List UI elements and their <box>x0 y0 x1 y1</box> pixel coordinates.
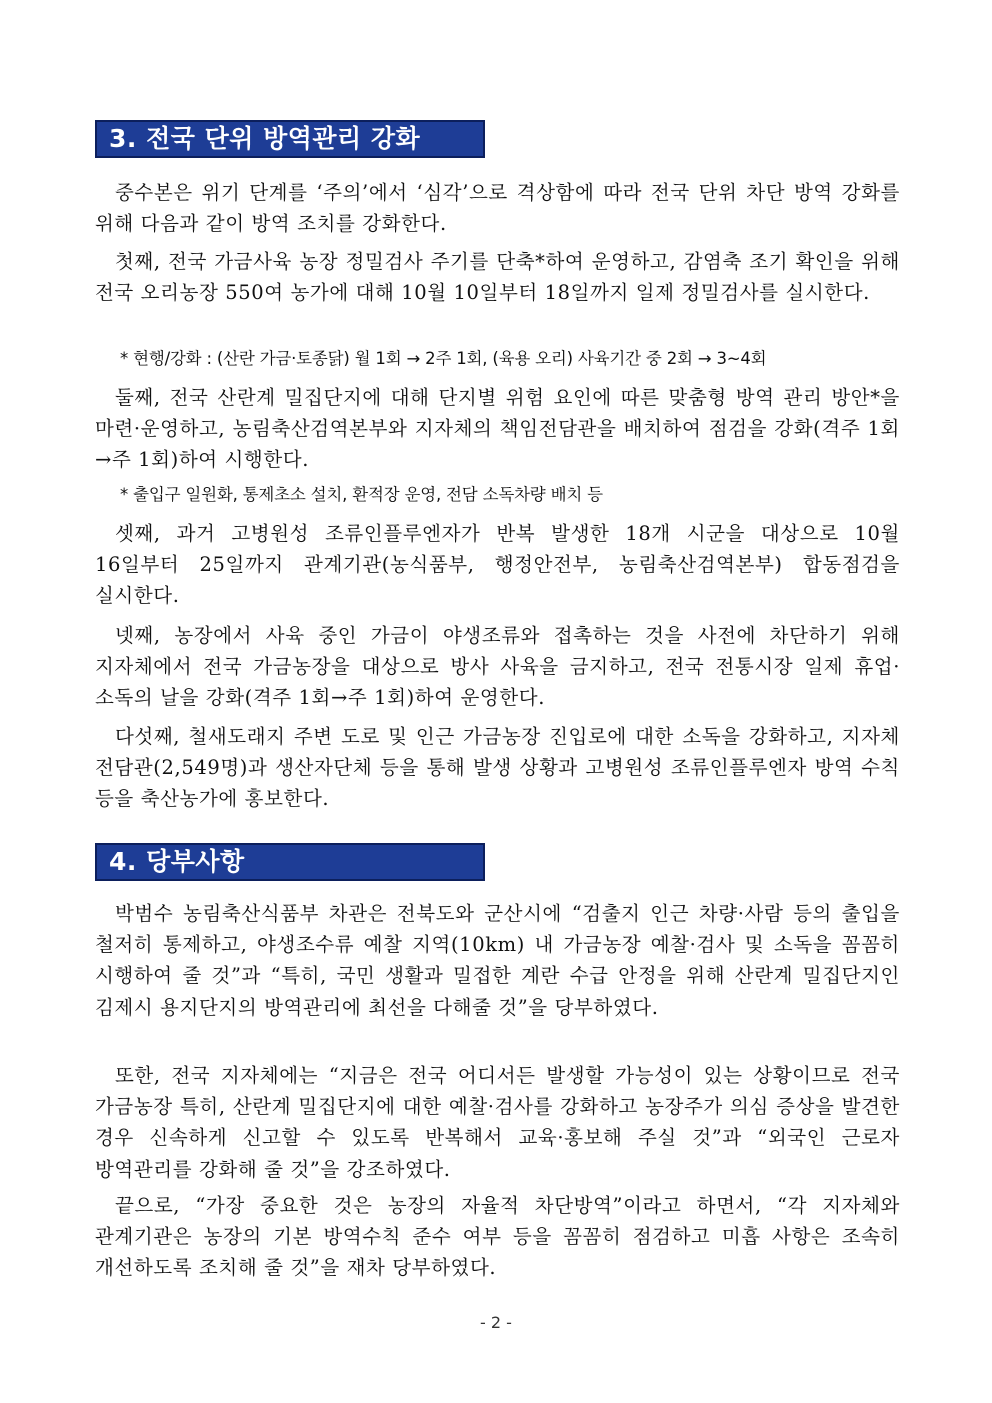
section-3-first-measure-paragraph: 첫째, 전국 가금사육 농장 정밀검사 주기를 단축*하여 운영하고, 감염축 조기 확인을 위해 전국 오리농장 550여 농가에 대해 10월 10일부터 18일까지 일제 정밀검사를 실시한다. <box>95 250 900 305</box>
section-4-heading: 4. 당부사항 <box>95 843 485 881</box>
section-3-fourth-measure-paragraph: 넷째, 농장에서 사육 중인 가금이 야생조류와 접촉하는 것을 사전에 차단하기 위해 지자체에서 전국 가금농장을 대상으로 방사 사육을 금지하고, 전국 전통시장 일제 휴업·소독의 날을 강화(격주 1회→주 1회)하여 운영한다. <box>95 624 900 710</box>
section-3-heading: 3. 전국 단위 방역관리 강화 <box>95 120 485 158</box>
section-3-intro-paragraph: 중수본은 위기 단계를 ‘주의’에서 ‘심각’으로 격상함에 따라 전국 단위 차단 방역 강화를 위해 다음과 같이 방역 조치를 강화한다. <box>95 181 900 236</box>
section-3-second-measure-paragraph: 둘째, 전국 산란계 밀집단지에 대해 단지별 위험 요인에 따른 맞춤형 방역 관리 방안*을 마련·운영하고, 농림축산검역본부와 지자체의 책임전담관을 배치하여 점검을 강화(격주 1회→주 1회)하여 시행한다. <box>95 386 900 472</box>
section-4-vice-minister-paragraph: 박범수 농림축산식품부 차관은 전북도와 군산시에 “검출지 인근 차량·사람 등의 출입을 철저히 통제하고, 야생조수류 예찰 지역(10km) 내 가금농장 예찰·검사 및 소독을 꼼꼼히 시행하여 줄 것”과 “특히, 국민 생활과 밀접한 계란 수급 안정을 위해 산란계 밀집단지인 김제시 용지단지의 방역관리에 최선을 다해줄 것”을 당부하였다. <box>95 902 900 1019</box>
section-3-second-footnote: * 출입구 일원화, 통제초소 설치, 환적장 운영, 전담 소독차량 배치 등 <box>120 485 603 504</box>
section-4-local-government-paragraph: 또한, 전국 지자체에는 “지금은 전국 어디서든 발생할 가능성이 있는 상황이므로 전국 가금농장 특히, 산란계 밀집단지에 대한 예찰·검사를 강화하고 농장주가 의심 증상을 발견한 경우 신속하게 신고할 수 있도록 반복해서 교육·홍보해 주실 것”과 “외국인 근로자 방역관리를 강화해 줄 것”을 강조하였다. <box>95 1064 900 1181</box>
section-3-third-measure-paragraph: 셋째, 과거 고병원성 조류인플루엔자가 반복 발생한 18개 시군을 대상으로 10월 16일부터 25일까지 관계기관(농식품부, 행정안전부, 농림축산검역본부) 합동점검을 실시한다. <box>95 522 900 608</box>
page-number: - 2 - <box>480 1313 512 1332</box>
section-4-closing-paragraph: 끝으로, “가장 중요한 것은 농장의 자율적 차단방역”이라고 하면서, “각 지자체와 관계기관은 농장의 기본 방역수칙 준수 여부 등을 꼼꼼히 점검하고 미흡 사항은 조속히 개선하도록 조치해 줄 것”을 재차 당부하였다. <box>95 1194 900 1280</box>
section-3-first-footnote: * 현행/강화 : (산란 가금·토종닭) 월 1회 → 2주 1회, (육용 오리) 사육기간 중 2회 → 3~4회 <box>120 349 767 368</box>
section-3-fifth-measure-paragraph: 다섯째, 철새도래지 주변 도로 및 인근 가금농장 진입로에 대한 소독을 강화하고, 지자체 전담관(2,549명)과 생산자단체 등을 통해 발생 상황과 고병원성 조류인플루엔자 방역 수칙 등을 축산농가에 홍보한다. <box>95 725 900 811</box>
